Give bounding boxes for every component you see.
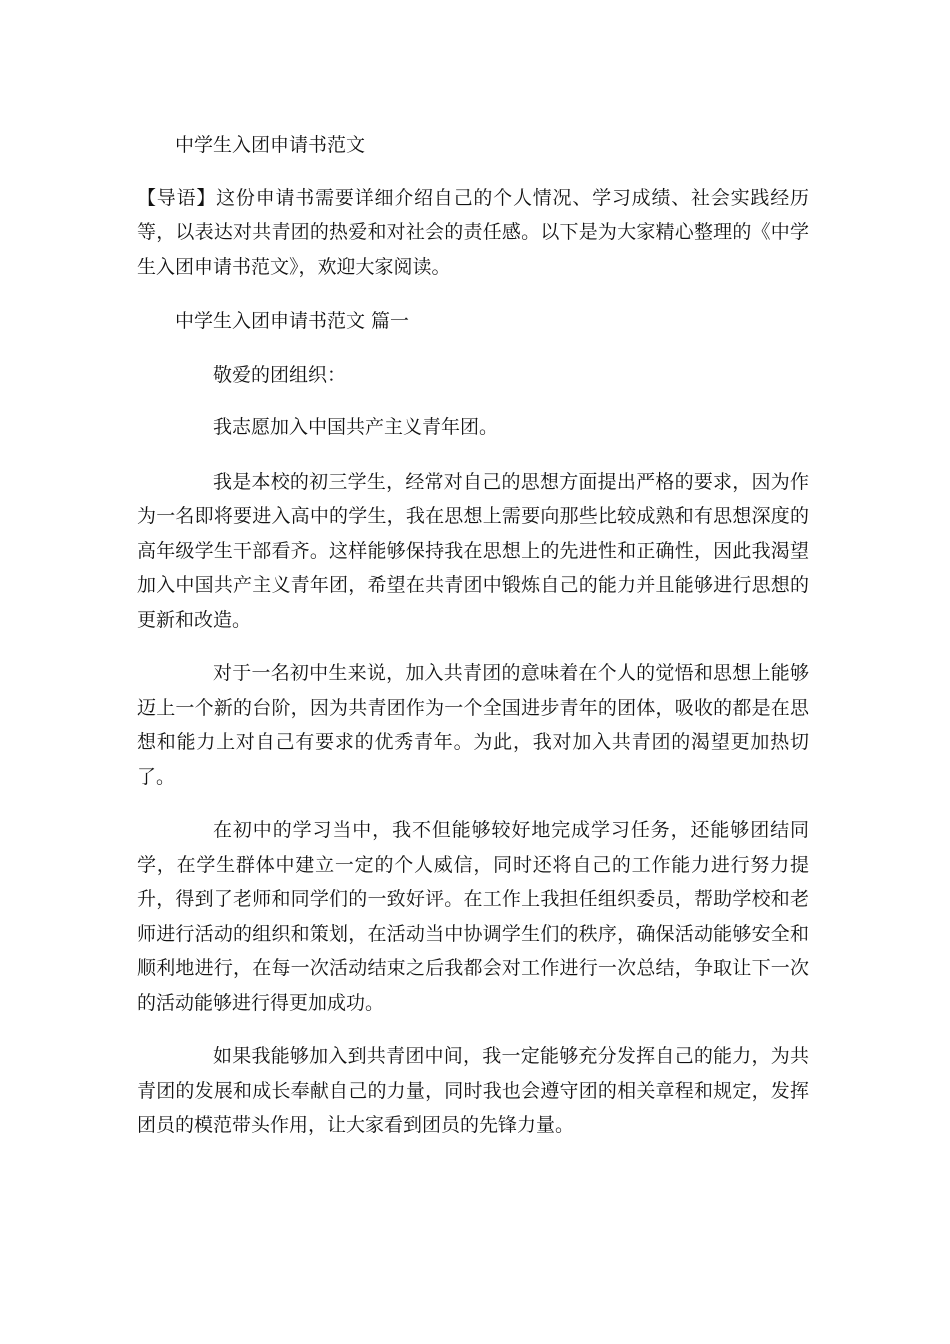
- intro-paragraph: 【导语】这份申请书需要详细介绍自己的个人情况、学习成绩、社会实践经历等，以表达对共青团的热爱和对社会的责任感。以下是为大家精心整理的《中学生入团申请书范文》，欢迎大家阅读。: [137, 186, 809, 278]
- body-paragraph: 对于一名初中生来说，加入共青团的意味着在个人的觉悟和思想上能够迈上一个新的台阶，因为共青团作为一个全国进步青年的团体，吸收的都是在思想和能力上对自己有要求的优秀青年。为此，我对加入共青团的渴望更加热切了。: [137, 662, 809, 788]
- document-title: 中学生入团申请书范文: [175, 134, 366, 156]
- document-page: [137, 128, 809, 1162]
- body-paragraph: 我志愿加入中国共产主义青年团。: [213, 416, 499, 438]
- body-paragraph: 我是本校的初三学生，经常对自己的思想方面提出严格的要求，因为作为一名即将要进入高中的学生，我在思想上需要向那些比较成熟和有思想深度的高年级学生干部看齐。这样能够保持我在思想上的先进性和正确性，因此我渴望加入中国共产主义青年团，希望在共青团中锻炼自己的能力并且能够进行思想的更新和改造。: [137, 470, 809, 631]
- salutation: 敬爱的团组织：: [213, 363, 347, 386]
- body-paragraph: 如果我能够加入到共青团中间，我一定能够充分发挥自己的能力，为共青团的发展和成长奉献自己的力量，同时我也会遵守团的相关章程和规定，发挥团员的模范带头作用，让大家看到团员的先锋力量。: [137, 1045, 809, 1136]
- body-paragraph: 在初中的学习当中，我不但能够较好地完成学习任务，还能够团结同学，在学生群体中建立一定的个人威信，同时还将自己的工作能力进行努力提升，得到了老师和同学们的一致好评。在工作上我担任组织委员，帮助学校和老师进行活动的组织和策划，在活动当中协调学生们的秩序，确保活动能够安全和顺利地进行，在每一次活动结束之后我都会对工作进行一次总结，争取让下一次的活动能够进行得更加成功。: [137, 819, 809, 1014]
- section-title: 中学生入团申请书范文 篇一: [175, 310, 410, 332]
